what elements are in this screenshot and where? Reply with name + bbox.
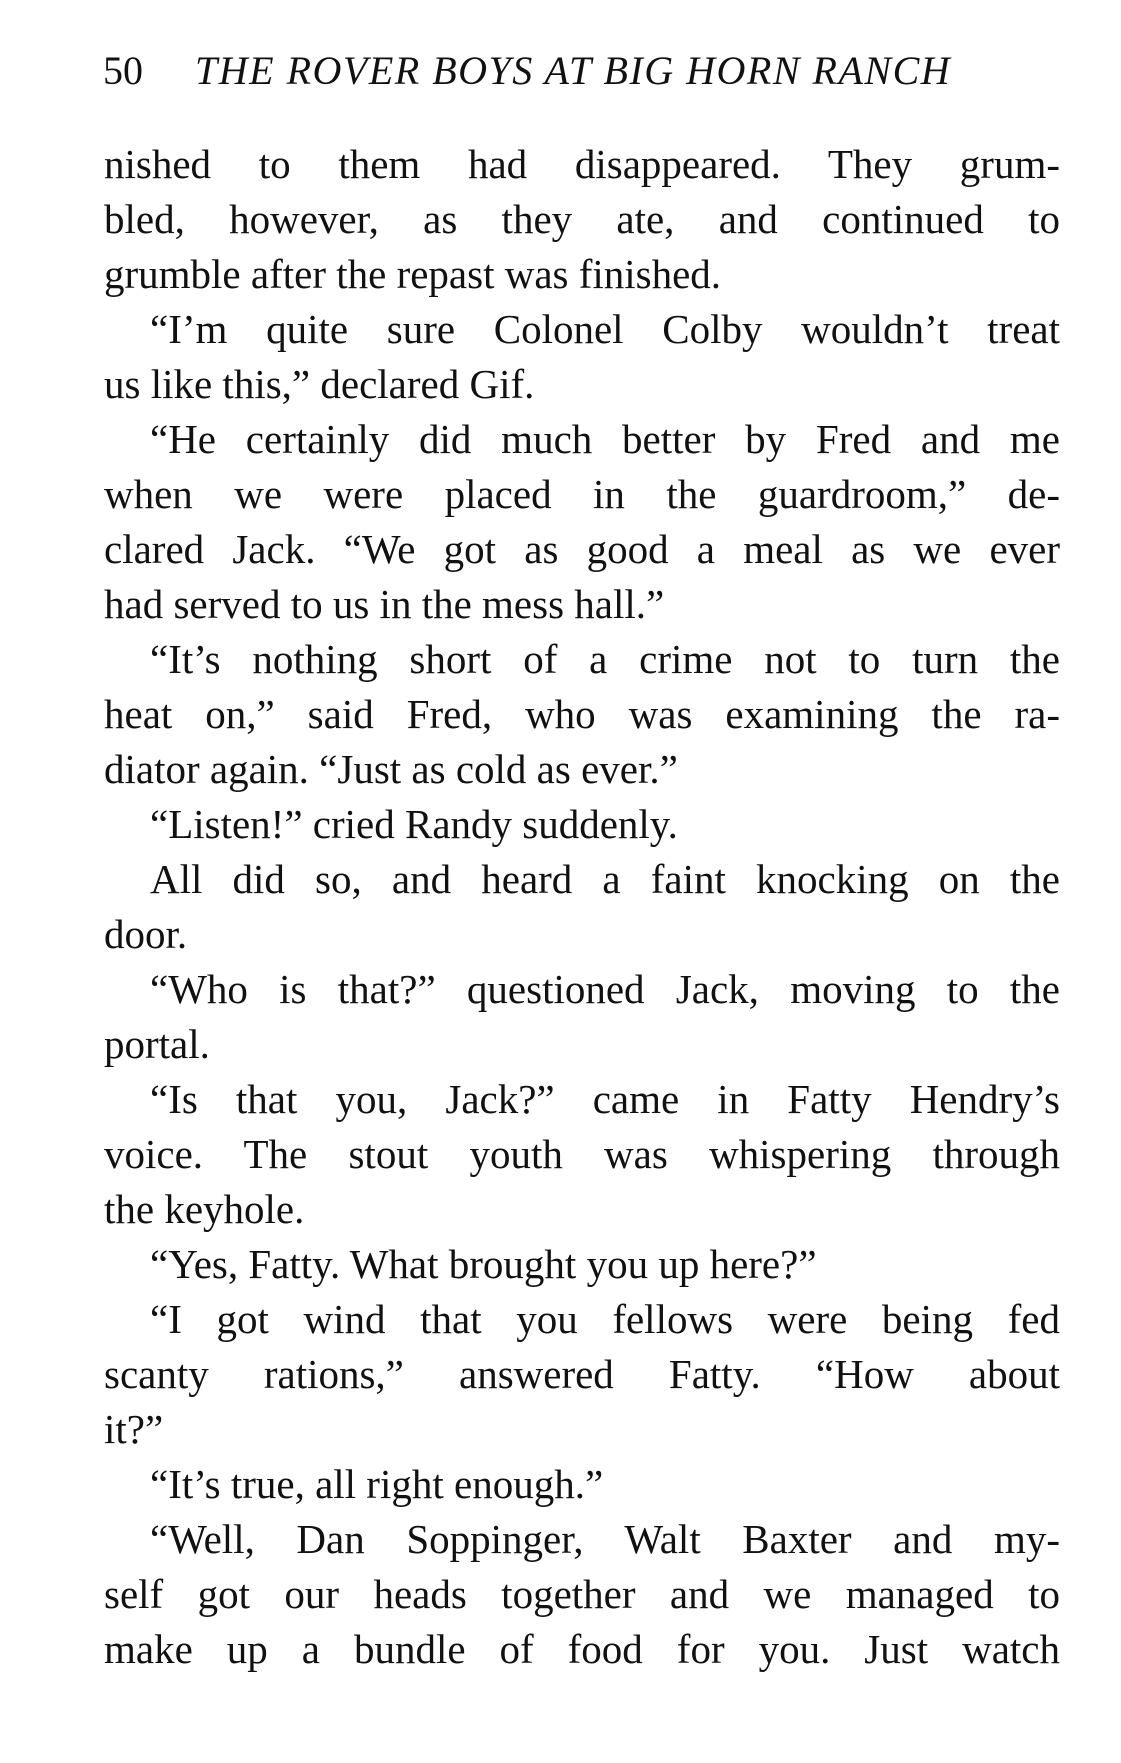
text-line: diator again. “Just as cold as ever.”	[104, 746, 678, 792]
text-line: had served to us in the mess hall.”	[104, 581, 665, 627]
text-line: “I’m quite sure Colonel Colby wouldn’t treat	[150, 306, 1060, 352]
text-line: nished to them had disappeared. They grum-	[104, 141, 1060, 187]
text-line: voice. The stout youth was whispering through	[104, 1131, 1060, 1177]
text-line: bled, however, as they ate, and continued to	[104, 196, 1060, 242]
text-line: grumble after the repast was finished.	[104, 251, 722, 297]
text-line: “Who is that?” questioned Jack, moving to the	[150, 966, 1060, 1012]
text-line: heat on,” said Fred, who was examining the ra-	[104, 691, 1060, 737]
text-line: “Well, Dan Soppinger, Walt Baxter and my-	[150, 1516, 1060, 1562]
text-line: portal.	[104, 1021, 210, 1067]
text-line: “Is that you, Jack?” came in Fatty Hendry’s	[150, 1076, 1060, 1122]
text-line: door.	[104, 911, 188, 957]
text-line: the keyhole.	[104, 1186, 305, 1232]
text-line: us like this,” declared Gif.	[104, 361, 535, 407]
text-line: “Listen!” cried Randy suddenly.	[150, 801, 678, 847]
running-head	[103, 46, 1061, 96]
text-line: All did so, and heard a faint knocking on the	[150, 856, 1060, 902]
text-line: “It’s nothing short of a crime not to turn the	[150, 636, 1060, 682]
page-number: 50	[103, 48, 143, 93]
body-text	[104, 137, 1060, 1677]
text-line: “He certainly did much better by Fred and me	[150, 416, 1060, 462]
text-line: scanty rations,” answered Fatty. “How about	[104, 1351, 1060, 1397]
text-line: “I got wind that you fellows were being fed	[150, 1296, 1060, 1342]
text-line: when we were placed in the guardroom,” de-	[104, 471, 1060, 517]
text-line: “Yes, Fatty. What brought you up here?”	[150, 1241, 817, 1287]
text-line: self got our heads together and we managed to	[104, 1571, 1060, 1617]
text-line: clared Jack. “We got as good a meal as we ever	[104, 526, 1060, 572]
text-line: make up a bundle of food for you. Just watch	[104, 1626, 1060, 1672]
text-line: it?”	[104, 1406, 164, 1452]
text-line: “It’s true, all right enough.”	[150, 1461, 604, 1507]
book-title: THE ROVER BOYS AT BIG HORN RANCH	[195, 48, 952, 93]
